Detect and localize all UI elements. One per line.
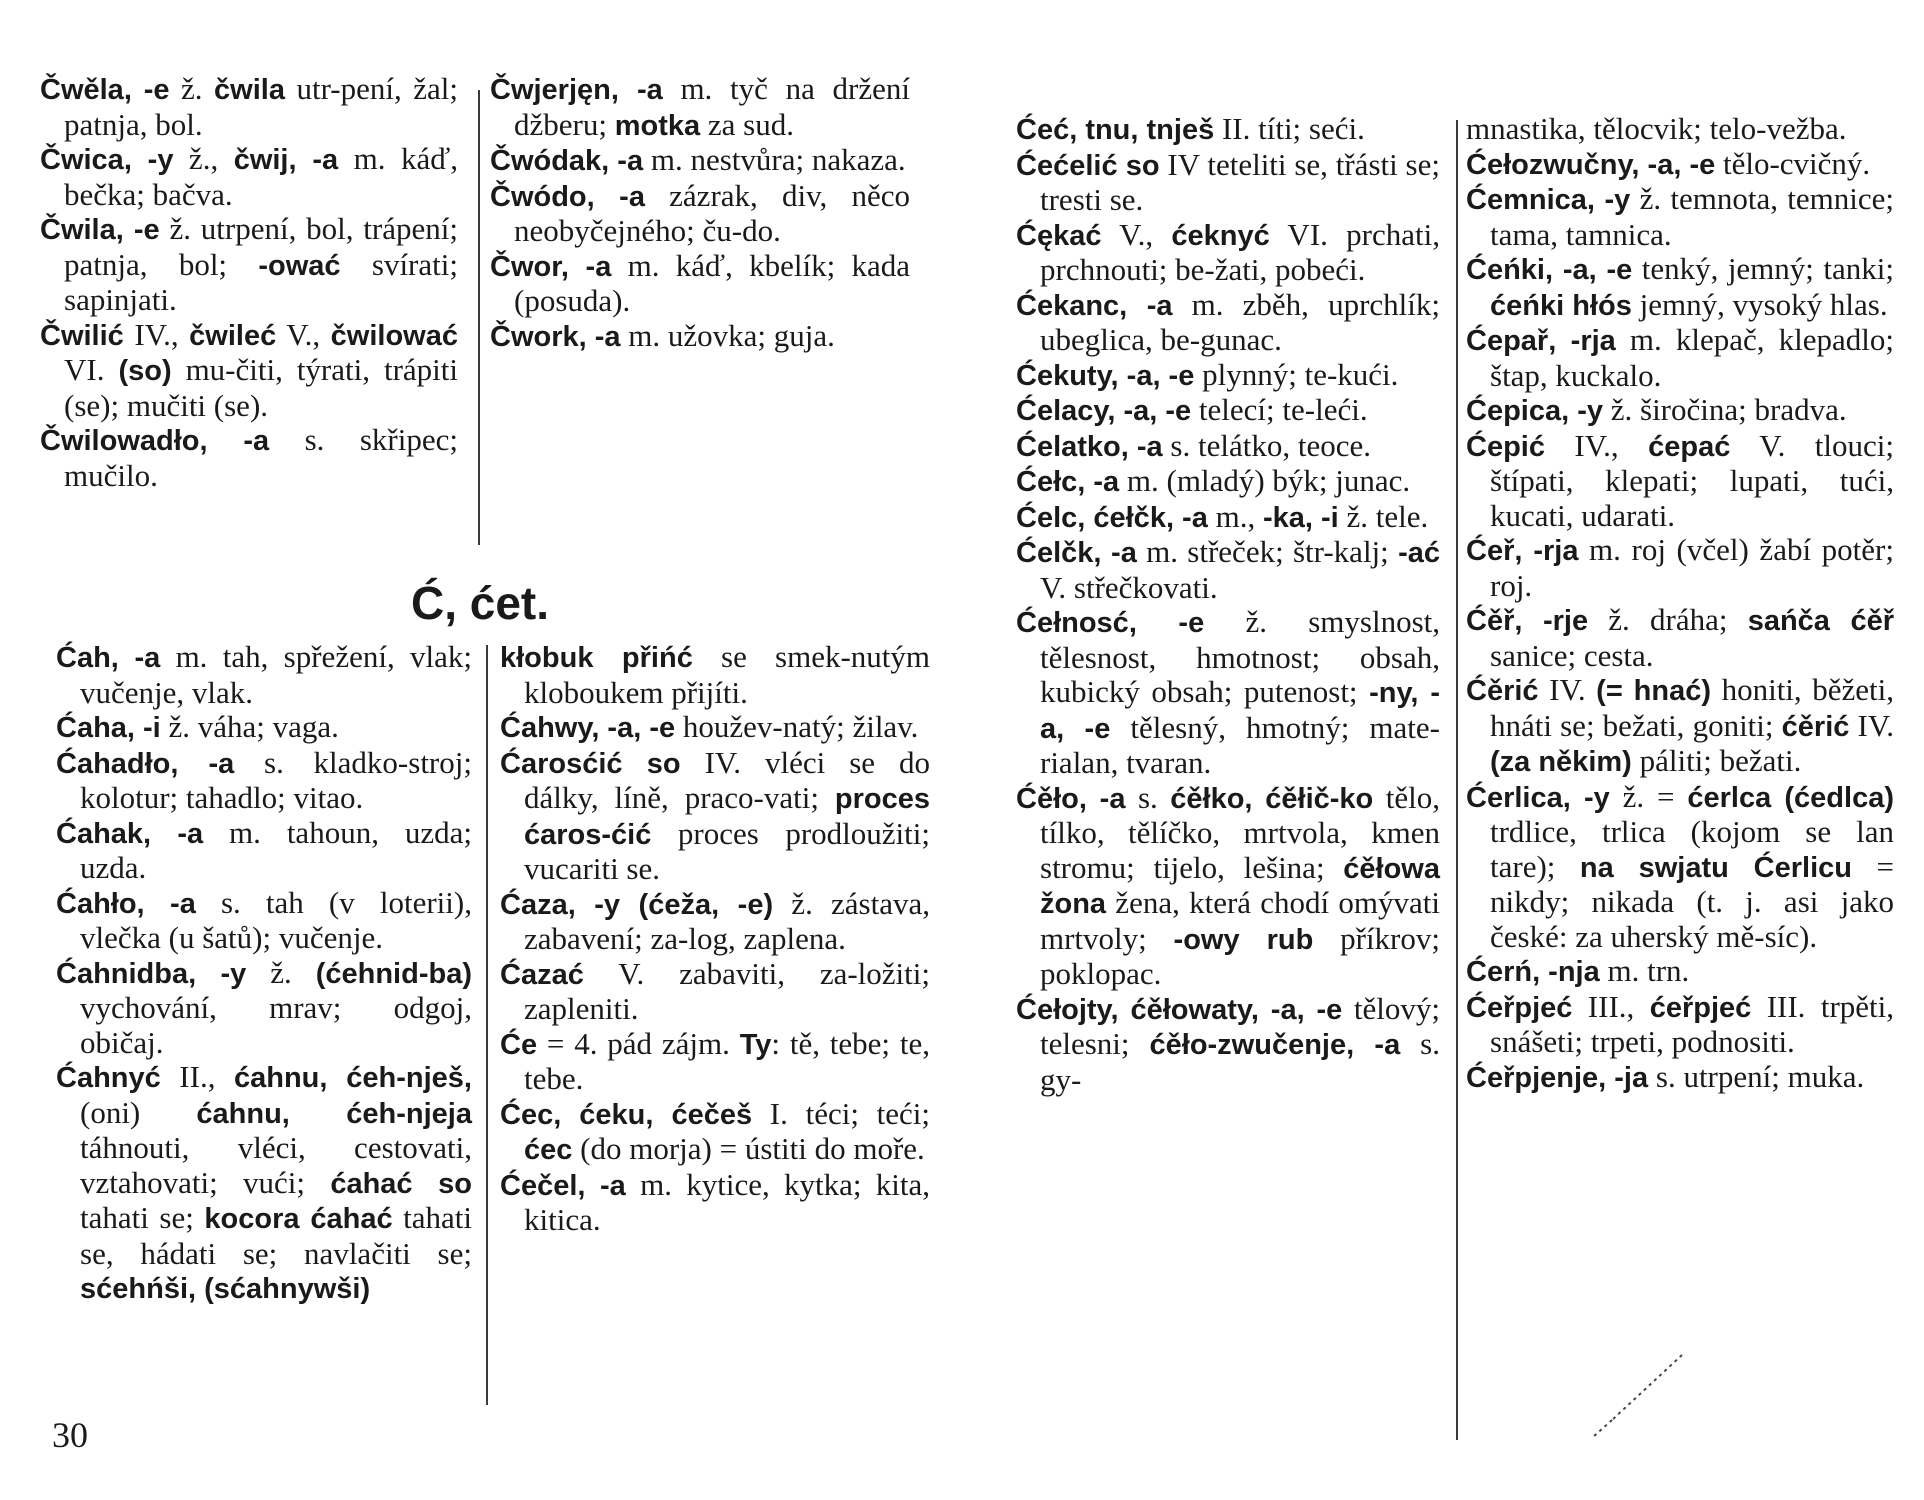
- entry-text: m. tyč na držení džberu;: [514, 71, 910, 142]
- entry-headword: kocora ćahać: [204, 1203, 393, 1235]
- entry-text: m. klepač, klepadlo; štap, kuckalo.: [1490, 322, 1894, 393]
- entry-text: (oni): [80, 1094, 197, 1130]
- entry-text: ž.: [169, 71, 215, 106]
- column-divider: [478, 90, 480, 545]
- entry-headword: (= hnać): [1596, 675, 1711, 707]
- entry-headword: Ćerlica, -y: [1466, 781, 1610, 814]
- entry-text: sanice; cesta.: [1490, 637, 1654, 673]
- dictionary-entry: [1016, 429, 1440, 465]
- dictionary-entry: [1466, 323, 1894, 393]
- entry-text: plynný; te-kući.: [1194, 356, 1399, 392]
- entry-headword: -ka, -i: [1262, 501, 1339, 534]
- dictionary-entry: [490, 179, 910, 249]
- column-6: [1466, 112, 1894, 1095]
- entry-text: s. tah (v loterii), vlečka (u šatů); vučenje.: [80, 884, 472, 955]
- entry-headword: Ćeńki, -a, -e: [1466, 254, 1633, 286]
- entry-text: m. tah, spřežení, vlak; vučenje, vlak.: [80, 639, 472, 710]
- entry-headword: Ćelčk, -a: [1016, 537, 1137, 569]
- entry-headword: Ćahwy, -a, -e: [500, 712, 676, 744]
- dictionary-entry: [56, 710, 472, 746]
- entry-headword: Ćahak, -a: [56, 817, 204, 850]
- entry-headword: ćěłowa žona: [1040, 852, 1440, 920]
- entry-text: ž. smyslnost, tělesnost, hmotnost; obsah, kubický obsah; putenost;: [1040, 604, 1440, 709]
- entry-text: páliti; bežati.: [1631, 743, 1802, 778]
- entry-text: táhnouti, vléci, cestovati, vztahovati; vući;: [80, 1130, 472, 1200]
- entry-text: IV. vléci se do dálky, líně, praco-vati;: [524, 744, 930, 815]
- dictionary-entry: [1016, 464, 1440, 500]
- entry-text: IV.: [1849, 707, 1894, 743]
- dictionary-entry: [1466, 673, 1894, 780]
- entry-text: s. skřipec; mučilo.: [64, 422, 458, 493]
- entry-headword: Ćelacy, -a, -e: [1016, 395, 1192, 427]
- dictionary-entry: [490, 143, 910, 179]
- dictionary-entry: [500, 957, 930, 1027]
- entry-headword: ćahnu, ćeh-njeja: [196, 1097, 472, 1130]
- dictionary-entry: [1466, 147, 1894, 183]
- entry-headword: Ćeřpjenje, -ja: [1466, 1061, 1649, 1094]
- entry-headword: kłobuk přińć: [500, 642, 693, 674]
- entry-headword: Ćerń, -nja: [1466, 956, 1600, 988]
- dictionary-entry: [1016, 781, 1440, 992]
- column-4: [500, 640, 930, 1238]
- dictionary-entry: [1016, 112, 1440, 148]
- dictionary-entry: [1016, 288, 1440, 358]
- entry-headword: na swjatu Ćerlicu: [1579, 851, 1852, 884]
- dictionary-entry: [500, 887, 930, 957]
- entry-headword: ćahnu, ćeh-nješ,: [233, 1062, 472, 1094]
- dictionary-entry: [500, 710, 930, 746]
- entry-headword: ćerlca (ćedlca): [1687, 781, 1894, 814]
- entry-text: m. roj (včel) žabí potěr; roj.: [1490, 532, 1894, 603]
- entry-headword: Čwjerjęn, -a: [490, 74, 663, 106]
- dictionary-entry: [56, 956, 472, 1061]
- dictionary-entry: [56, 816, 472, 886]
- dictionary-entry: [490, 72, 910, 143]
- entry-headword: Ćelatko, -a: [1016, 430, 1163, 463]
- entry-headword: Ćah, -a: [56, 642, 161, 674]
- entry-text: ž.,: [173, 141, 234, 176]
- entry-text: ž. váha; vaga.: [160, 709, 339, 744]
- entry-text: tenký, jemný; tanki;: [1632, 251, 1894, 286]
- entry-text: VI. prchati, prchnouti; be-žati, pobeći.: [1040, 216, 1440, 287]
- entry-text: ž. zástava, zabavení; za-log, zaplena.: [524, 885, 930, 956]
- entry-headword: Čwor, -a: [490, 250, 612, 283]
- entry-text: m. užovka; guja.: [620, 317, 835, 353]
- entry-headword: Ćeř, -rja: [1466, 535, 1579, 567]
- dictionary-entry: [1016, 148, 1440, 218]
- dictionary-entry: [1016, 393, 1440, 429]
- entry-text: příkrov; poklopac.: [1040, 920, 1440, 991]
- dictionary-entry: [490, 249, 910, 319]
- dictionary-entry: [1016, 535, 1440, 605]
- entry-headword: Će: [500, 1028, 538, 1061]
- dictionary-entry: [1466, 112, 1894, 147]
- entry-headword: Ćaha, -i: [56, 712, 161, 744]
- entry-headword: Ćepić: [1466, 430, 1545, 463]
- entry-text: tahati se;: [80, 1200, 205, 1235]
- entry-headword: (ćehnid-ba): [315, 957, 472, 990]
- entry-text: utr-pení, žal; patnja, bol.: [64, 71, 458, 142]
- entry-headword: Ćekanc, -a: [1016, 289, 1173, 322]
- column-5: [1016, 112, 1440, 1097]
- entry-text: = nikdy; nikada (t. j. asi jako české: za uherský mě-síc).: [1490, 848, 1895, 954]
- entry-headword: Ćećelić so: [1016, 149, 1160, 182]
- entry-headword: Čwila, -e: [40, 214, 160, 246]
- entry-text: : tě, tebe; te, tebe.: [524, 1025, 930, 1096]
- entry-headword: Ćeřpjeć: [1466, 991, 1573, 1024]
- entry-text: (do morja) = ústiti do moře.: [572, 1131, 925, 1166]
- entry-text: tělo-cvičný.: [1715, 145, 1871, 181]
- corner-pen-mark: [1572, 1350, 1692, 1440]
- entry-text: ž. širočina; bradva.: [1603, 392, 1847, 427]
- entry-headword: Ćełozwučny, -a, -e: [1466, 148, 1716, 181]
- entry-text: telecí; te-leći.: [1191, 392, 1368, 427]
- entry-headword: Ćękać: [1016, 219, 1102, 252]
- dictionary-entry: [1016, 358, 1440, 394]
- dictionary-entry: [1466, 429, 1894, 534]
- dictionary-entry: [1466, 533, 1894, 603]
- dictionary-entry: [500, 1097, 930, 1168]
- entry-headword: -owy rub: [1173, 923, 1314, 956]
- entry-text: se smek-nutým kloboukem přijíti.: [524, 639, 930, 710]
- dictionary-entry: [40, 142, 458, 212]
- entry-headword: -ować: [258, 249, 341, 282]
- entry-headword: Ćeć, tnu, tnješ: [1016, 114, 1215, 146]
- entry-headword: Ćekuty, -a, -e: [1016, 359, 1195, 392]
- entry-headword: ćeńki hłós: [1490, 289, 1632, 322]
- entry-text: m. tahoun, uzda; uzda.: [80, 814, 472, 885]
- entry-headword: proces ćaros-ćić: [524, 783, 930, 851]
- dictionary-entry: [500, 1168, 930, 1238]
- page-number: 30: [52, 1415, 88, 1455]
- entry-text: mu-čiti, týrati, trápiti (se); mučiti (se).: [64, 352, 458, 423]
- entry-headword: Ćazać: [500, 958, 584, 991]
- entry-headword: čwij, -a: [233, 144, 339, 176]
- entry-text: ž.: [246, 954, 316, 990]
- dictionary-entry: [500, 640, 930, 710]
- entry-headword: Ćepica, -y: [1466, 395, 1603, 427]
- dictionary-entry: [40, 423, 458, 493]
- entry-text: houžev-natý; žilav.: [675, 709, 919, 744]
- dictionary-entry: [1016, 218, 1440, 288]
- dictionary-entry: [1016, 605, 1440, 781]
- entry-headword: Ćečel, -a: [500, 1169, 626, 1202]
- entry-text: m. kytice, kytka; kita, kitica.: [524, 1166, 930, 1237]
- entry-text: IV.: [1538, 672, 1597, 707]
- entry-text: m. (mladý) býk; junac.: [1119, 463, 1411, 498]
- entry-headword: Ćahło, -a: [56, 887, 196, 920]
- entry-headword: Ty: [739, 1028, 772, 1061]
- entry-headword: sćehńši, (sćahnywši): [80, 1273, 371, 1305]
- entry-text: ž. =: [1609, 778, 1688, 814]
- entry-text: s. kladko-stroj; kolotur; tahadlo; vitao.: [80, 744, 472, 815]
- entry-headword: ćěło-zwučenje, -a: [1149, 1029, 1401, 1061]
- entry-text: proces prodloužiti; vucariti se.: [524, 815, 930, 886]
- entry-text: = 4. pád zájm.: [537, 1025, 740, 1061]
- entry-headword: Ćec, ćeku, ćečeš: [500, 1098, 753, 1131]
- dictionary-entry: [40, 72, 458, 142]
- dictionary-entry: [40, 212, 458, 318]
- entry-text: IV.,: [123, 316, 190, 352]
- entry-text: tělesný, hmotný; mate-rialan, tvaran.: [1040, 709, 1440, 780]
- entry-headword: Čwódak, -a: [490, 145, 644, 177]
- entry-headword: ćěrić: [1781, 710, 1850, 743]
- dictionary-entry: [1466, 1060, 1894, 1096]
- entry-headword: ćěłko, ćěłič-ko: [1170, 782, 1374, 815]
- dictionary-entry: [1466, 182, 1894, 252]
- column-2: [490, 72, 910, 354]
- dictionary-entry: [56, 886, 472, 956]
- dictionary-entry: [500, 1027, 930, 1097]
- entry-headword: Čwork, -a: [490, 320, 621, 353]
- entry-text: mnastika, tělocvik; telo-vežba.: [1466, 111, 1847, 146]
- entry-text: tělový; telesni;: [1040, 990, 1440, 1061]
- entry-headword: Ćełnosć, -e: [1016, 607, 1205, 639]
- dictionary-entry: [1466, 393, 1894, 429]
- column-divider: [486, 645, 488, 1405]
- entry-text: V. tlouci; štípati, klepati; lupati, tući, kucati, udarati.: [1490, 427, 1895, 533]
- entry-headword: Ćěło, -a: [1016, 782, 1126, 815]
- entry-headword: -ny, -a, -e: [1040, 677, 1440, 745]
- entry-text: trdlice, trlica (kojom se lan tare);: [1490, 814, 1894, 884]
- entry-headword: Ćarosćić so: [500, 747, 681, 780]
- entry-headword: Ćěrić: [1466, 675, 1539, 707]
- entry-text: m. střeček; štr-kalj;: [1136, 534, 1399, 569]
- dictionary-entry: [1016, 992, 1440, 1098]
- entry-text: m.,: [1207, 498, 1263, 534]
- entry-text: m. zběh, uprchlík; ubeglica, be-gunac.: [1040, 286, 1440, 357]
- entry-text: III.,: [1572, 988, 1650, 1024]
- entry-text: V. zabaviti, za-ložiti; zapleniti.: [524, 955, 930, 1026]
- entry-text: tahati se, hádati se; navlačiti se;: [80, 1200, 473, 1271]
- entry-text: zázrak, div, něco neobyčejného; ču-do.: [514, 177, 911, 248]
- entry-headword: ćeknyć: [1171, 219, 1270, 252]
- dictionary-entry: [1016, 500, 1440, 536]
- entry-text: m. trn.: [1599, 953, 1690, 988]
- entry-text: ž. temnota, temnice; tama, tamnica.: [1490, 181, 1894, 252]
- entry-headword: Ćahnyć: [56, 1062, 161, 1094]
- entry-text: VI.: [64, 352, 119, 387]
- entry-headword: Ćełojty, ćěłowaty, -a, -e: [1016, 993, 1343, 1026]
- entry-text: V.,: [1101, 216, 1172, 252]
- entry-text: V.,: [276, 316, 331, 352]
- dictionary-entry: [1466, 990, 1894, 1060]
- entry-text: ž. utrpení, bol, trápení; patnja, bol;: [64, 211, 458, 282]
- entry-text: vychování, mrav; odgoj, običaj.: [80, 990, 472, 1060]
- dictionary-entry: [56, 1060, 472, 1307]
- column-3: [56, 640, 472, 1307]
- entry-headword: Čwěla, -e: [40, 74, 170, 106]
- entry-headword: Ćahadło, -a: [56, 747, 235, 780]
- entry-headword: (za někim): [1490, 746, 1632, 778]
- entry-text: s. gy-: [1040, 1026, 1440, 1097]
- entry-headword: ćepać: [1648, 430, 1731, 463]
- entry-headword: -ać: [1398, 537, 1440, 569]
- entry-headword: (so): [118, 355, 172, 387]
- dictionary-entry: [40, 318, 458, 424]
- entry-text: tělo, tílko, tělíčko, mrtvola, kmen stromu; tijelo, lešina;: [1040, 779, 1440, 885]
- entry-headword: Ćaza, -y (ćeža, -e): [500, 888, 774, 921]
- section-heading: Ć, ćet.: [410, 577, 550, 629]
- entry-text: IV.,: [1544, 427, 1649, 463]
- dictionary-entry: [1466, 252, 1894, 323]
- entry-headword: sańča ćěř: [1747, 605, 1894, 637]
- entry-text: žena, která chodí omývati mrtvoly;: [1040, 885, 1440, 956]
- entry-text: svírati; sapinjati.: [64, 246, 458, 317]
- entry-text: III. trpěti, snášeti; trpeti, podnositi.: [1490, 988, 1894, 1059]
- entry-headword: Čwódo, -a: [490, 180, 645, 213]
- dictionary-entry: [490, 319, 910, 355]
- entry-headword: Ćemnica, -y: [1466, 184, 1631, 216]
- entry-text: m. nestvůra; nakaza.: [643, 142, 906, 177]
- entry-text: I. téci; teći;: [752, 1095, 930, 1131]
- entry-headword: Čwilić: [40, 319, 124, 352]
- entry-headword: Čwilowadło, -a: [40, 425, 270, 457]
- entry-headword: Ćelc, ćełčk, -a: [1016, 501, 1208, 534]
- entry-text: IV teteliti se, třásti se; tresti se.: [1040, 146, 1440, 217]
- entry-text: s. telátko, teoce.: [1162, 427, 1371, 463]
- entry-text: V. střečkovati.: [1040, 569, 1218, 605]
- entry-headword: ćec: [524, 1134, 573, 1166]
- entry-headword: ćeřpjeć: [1649, 991, 1752, 1024]
- entry-text: ž. tele.: [1338, 498, 1429, 534]
- entry-text: m. káď, bečka; bačva.: [64, 141, 459, 212]
- column-divider: [1456, 120, 1458, 1440]
- entry-text: II.,: [160, 1059, 234, 1094]
- entry-text: ž. dráha;: [1588, 602, 1748, 637]
- entry-headword: Ćěř, -rje: [1466, 605, 1589, 637]
- entry-headword: Ćełc, -a: [1016, 466, 1120, 498]
- dictionary-entry: [56, 640, 472, 710]
- column-1: [40, 72, 458, 493]
- entry-text: jemný, vysoký hlas.: [1631, 286, 1888, 322]
- entry-text: m. káď, kbelík; kada (posuda).: [514, 247, 910, 318]
- entry-headword: čwila: [214, 74, 285, 106]
- entry-headword: motka: [614, 109, 701, 142]
- entry-text: za sud.: [700, 106, 794, 142]
- entry-text: II. títi; seći.: [1214, 111, 1365, 146]
- dictionary-entry: [1466, 780, 1894, 955]
- entry-headword: Ćahnidba, -y: [56, 957, 247, 990]
- dictionary-entry: [1466, 954, 1894, 990]
- entry-headword: čwileć: [189, 319, 277, 352]
- entry-text: honiti, běžeti, hnáti se; bežati, goniti;: [1490, 672, 1894, 743]
- dictionary-entry: [1466, 603, 1894, 673]
- entry-text: s. utrpení; muka.: [1648, 1058, 1865, 1094]
- entry-headword: Ćepař, -rja: [1466, 325, 1616, 357]
- entry-text: s.: [1125, 779, 1171, 815]
- dictionary-entry: [56, 746, 472, 816]
- entry-headword: ćahać so: [330, 1167, 472, 1200]
- dictionary-entry: [500, 746, 930, 887]
- entry-headword: čwilować: [330, 319, 458, 352]
- entry-headword: Čwica, -y: [40, 144, 174, 176]
